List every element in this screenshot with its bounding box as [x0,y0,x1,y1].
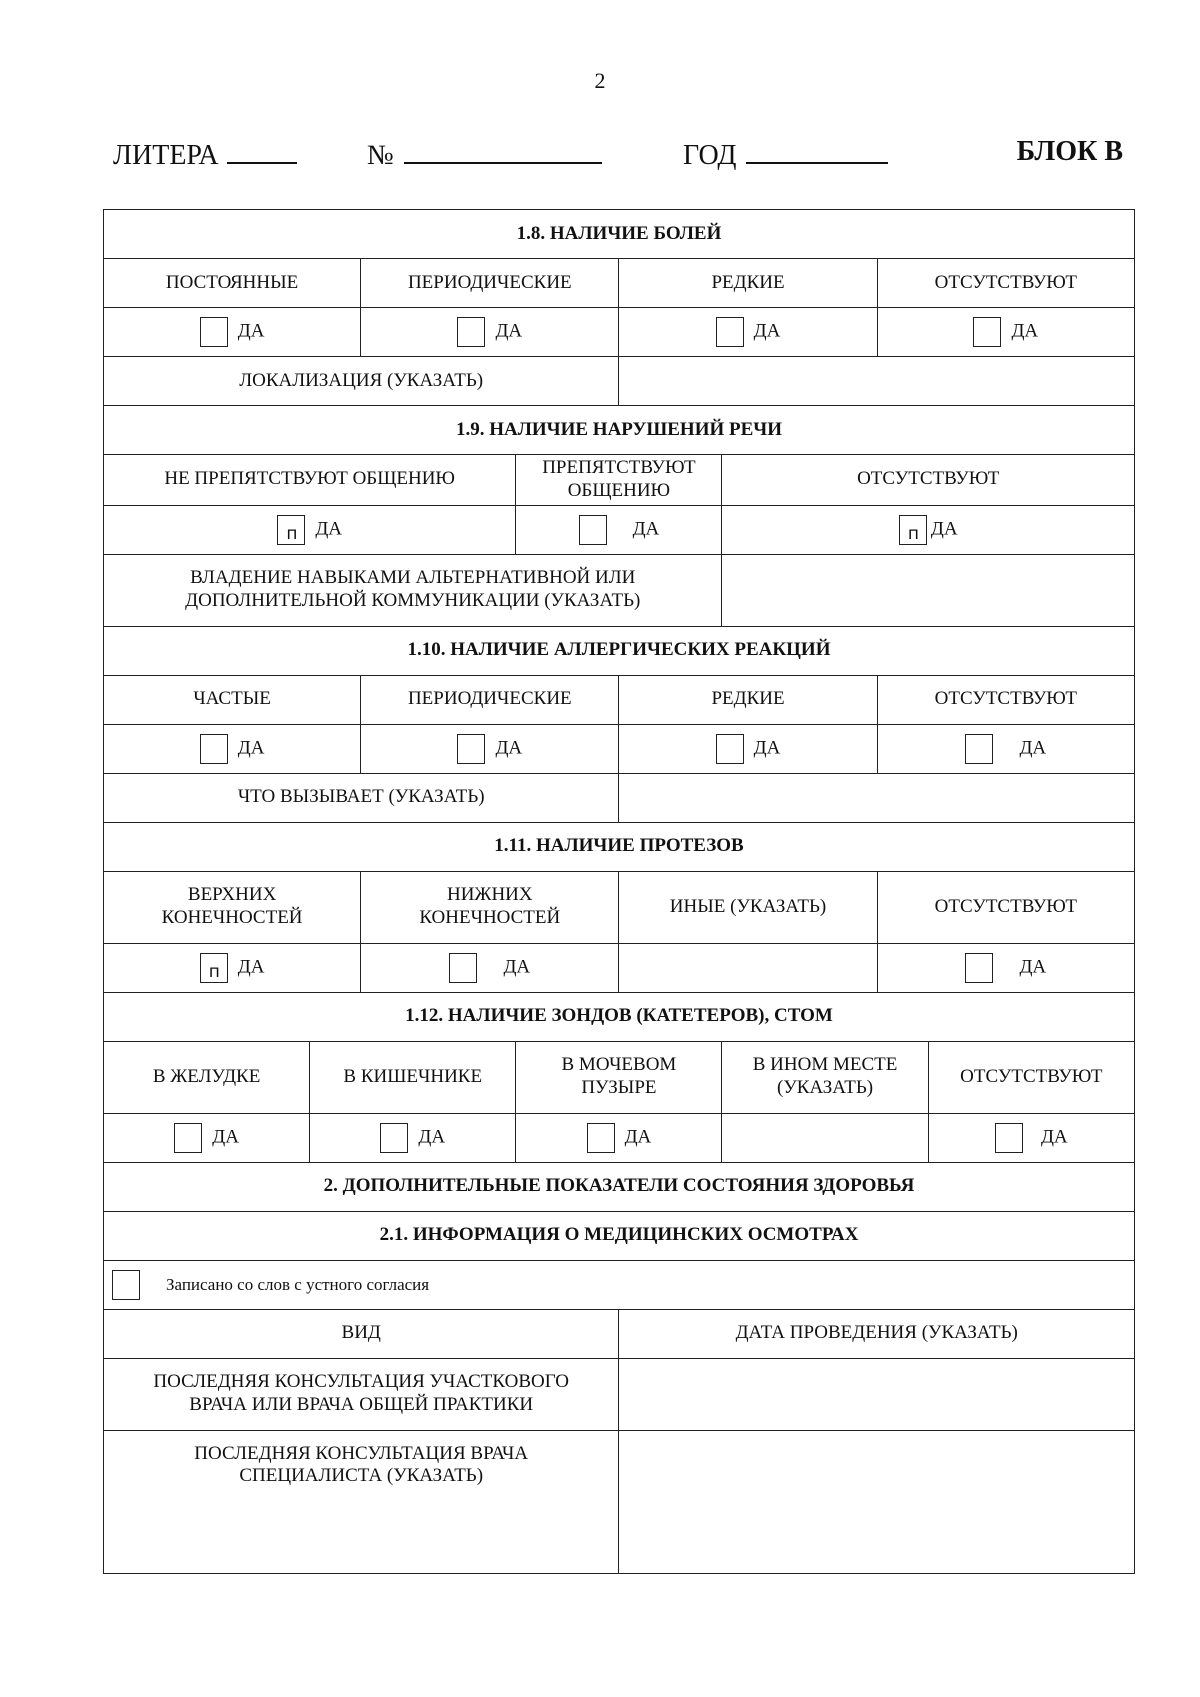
section-title-1-12: 1.12. НАЛИЧИЕ ЗОНДОВ (КАТЕТЕРОВ), СТОМ [104,992,1135,1041]
speech-not-hinder-checkbox[interactable] [277,515,305,545]
form-header [113,136,1123,176]
section-title-1-11: 1.11. НАЛИЧИЕ ПРОТЕЗОВ [104,822,1135,871]
probe-stomach-cell [104,1113,310,1162]
section-title-2-1: 2.1. ИНФОРМАЦИЯ О МЕДИЦИНСКИХ ОСМОТРАХ [104,1211,1135,1260]
yes-label: ДА [1011,320,1039,342]
section-title-2: 2. ДОПОЛНИТЕЛЬНЫЕ ПОКАЗАТЕЛИ СОСТОЯНИЯ ЗДОРОВЬЯ [104,1162,1135,1211]
pain-periodic-cell [361,308,619,357]
col-lower-limbs-line-2: КОНЕЧНОСТЕЙ [419,907,561,929]
yes-label: ДА [624,1126,652,1148]
year-blank[interactable] [746,136,888,164]
yes-label: ДА [237,320,265,342]
col-other-place-line-1: В ИНОМ МЕСТЕ [752,1054,898,1076]
yes-label: ДА [315,518,342,540]
col-intestine: В КИШЕЧНИКЕ [310,1041,516,1113]
yes-label: ДА [418,1126,446,1148]
col-upper-limbs-line-2: КОНЕЧНОСТЕЙ [161,907,303,929]
probe-intestine-cell [310,1113,516,1162]
checkbox-mark: п [286,523,298,544]
col-type: ВИД [104,1309,619,1358]
col-rare: РЕДКИЕ [619,675,877,724]
col-absent: ОТСУТСТВУЮТ [877,871,1134,943]
prosthesis-absent-checkbox[interactable] [965,953,993,983]
col-other-specify: ИНЫЕ (УКАЗАТЬ) [619,871,877,943]
allergy-cause-input[interactable] [619,773,1135,822]
allergy-rare-checkbox[interactable] [716,734,744,764]
yes-label: ДА [753,320,781,342]
prosthesis-upper-cell [104,943,361,992]
oral-consent-checkbox[interactable] [112,1270,140,1300]
yes-label: ДА [1019,956,1047,978]
col-rare: РЕДКИЕ [619,259,877,308]
allergy-periodic-cell [361,724,619,773]
yes-label: ДА [753,737,781,759]
yes-label: ДА [503,956,531,978]
pain-localization-label: ЛОКАЛИЗАЦИЯ (УКАЗАТЬ) [104,357,619,406]
allergy-rare-cell [619,724,877,773]
yes-label: ДА [632,518,660,540]
yes-label: ДА [1019,737,1047,759]
yes-label: ДА [495,737,523,759]
col-periodic: ПЕРИОДИЧЕСКИЕ [361,259,619,308]
prosthesis-absent-cell [877,943,1134,992]
yes-label: ДА [1040,1126,1068,1148]
probe-bladder-cell [516,1113,722,1162]
speech-absent-cell [722,505,1135,554]
col-frequent: ЧАСТЫЕ [104,675,361,724]
col-absent: ОТСУТСТВУЮТ [877,259,1134,308]
section-title-1-8: 1.8. НАЛИЧИЕ БОЛЕЙ [104,210,1135,259]
pain-rare-checkbox[interactable] [716,317,744,347]
allergy-periodic-checkbox[interactable] [457,734,485,764]
col-absent: ОТСУТСТВУЮТ [722,455,1135,506]
col-date: ДАТА ПРОВЕДЕНИЯ (УКАЗАТЬ) [619,1309,1135,1358]
checkbox-mark: п [208,961,220,982]
col-stomach: В ЖЕЛУДКЕ [104,1041,310,1113]
gp-consultation-line-1: ПОСЛЕДНЯЯ КОНСУЛЬТАЦИЯ УЧАСТКОВОГО [153,1371,569,1393]
probe-absent-cell [928,1113,1134,1162]
year-field[interactable] [683,136,888,172]
pain-absent-checkbox[interactable] [973,317,1001,347]
prosthesis-lower-checkbox[interactable] [449,953,477,983]
alt-communication-input[interactable] [722,554,1135,626]
specialist-consultation-label [104,1430,619,1573]
col-hinder: ПРЕПЯТСТВУЮТ ОБЩЕНИЮ [516,455,722,506]
alt-communication-line-1: ВЛАДЕНИЕ НАВЫКАМИ АЛЬТЕРНАТИВНОЙ ИЛИ [190,567,636,589]
col-upper-limbs-line-1: ВЕРХНИХ [187,884,277,906]
gp-consultation-label [104,1358,619,1430]
col-periodic: ПЕРИОДИЧЕСКИЕ [361,675,619,724]
col-not-hinder: НЕ ПРЕПЯТСТВУЮТ ОБЩЕНИЮ [104,455,516,506]
allergy-frequent-cell [104,724,361,773]
probe-intestine-checkbox[interactable] [380,1123,408,1153]
page-number: 2 [594,68,606,93]
specialist-consultation-line-1: ПОСЛЕДНЯЯ КОНСУЛЬТАЦИЯ ВРАЧА [194,1442,529,1464]
yes-label: ДА [212,1126,239,1148]
year-label: ГОД [683,140,737,171]
col-upper-limbs [104,871,361,943]
speech-hinder-cell [516,505,722,554]
health-form-table [103,209,1135,1574]
alt-communication-label [104,554,722,626]
prosthesis-upper-checkbox[interactable] [200,953,228,983]
litera-label: ЛИТЕРА [113,140,219,171]
pain-periodic-checkbox[interactable] [457,317,485,347]
oral-consent-row [104,1260,1135,1309]
number-blank[interactable] [404,136,602,164]
pain-absent-cell [877,308,1134,357]
col-bladder-line-1: В МОЧЕВОМ [561,1054,677,1076]
section-title-1-10: 1.10. НАЛИЧИЕ АЛЛЕРГИЧЕСКИХ РЕАКЦИЙ [104,626,1135,675]
yes-label: ДА [930,518,958,540]
probe-stomach-checkbox[interactable] [174,1123,202,1153]
col-lower-limbs-line-1: НИЖНИХ [446,884,533,906]
col-absent: ОТСУТСТВУЮТ [877,675,1134,724]
yes-label: ДА [237,956,265,978]
allergy-cause-label: ЧТО ВЫЗЫВАЕТ (УКАЗАТЬ) [104,773,619,822]
col-bladder [516,1041,722,1113]
col-lower-limbs [361,871,619,943]
checkbox-mark: п [907,523,920,544]
probe-bladder-checkbox[interactable] [587,1123,615,1153]
speech-not-hinder-cell [104,505,516,554]
col-absent: ОТСУТСТВУЮТ [928,1041,1134,1113]
pain-localization-input[interactable] [619,357,1135,406]
litera-field[interactable] [113,136,297,172]
prosthesis-lower-cell [361,943,619,992]
col-constant: ПОСТОЯННЫЕ [104,259,361,308]
gp-consultation-line-2: ВРАЧА ИЛИ ВРАЧА ОБЩЕЙ ПРАКТИКИ [189,1394,534,1416]
col-bladder-line-2: ПУЗЫРЕ [581,1077,657,1099]
allergy-absent-cell [877,724,1134,773]
oral-consent-note: Записано со слов с устного согласия [166,1274,430,1294]
probe-absent-checkbox[interactable] [995,1123,1023,1153]
col-other-place [722,1041,928,1113]
alt-communication-line-2: ДОПОЛНИТЕЛЬНОЙ КОММУНИКАЦИИ (УКАЗАТЬ) [185,590,641,612]
speech-absent-checkbox[interactable] [899,515,927,545]
number-field[interactable] [367,136,602,172]
allergy-absent-checkbox[interactable] [965,734,993,764]
allergy-frequent-checkbox[interactable] [200,734,228,764]
yes-label: ДА [237,737,265,759]
probe-other-input[interactable] [722,1113,928,1162]
speech-hinder-checkbox[interactable] [579,515,607,545]
number-label: № [367,140,394,171]
gp-consultation-date-input[interactable] [619,1358,1135,1430]
pain-constant-cell [104,308,361,357]
pain-constant-checkbox[interactable] [200,317,228,347]
specialist-consultation-line-2: СПЕЦИАЛИСТА (УКАЗАТЬ) [239,1465,484,1487]
yes-label: ДА [495,320,523,342]
litera-blank[interactable] [227,136,297,164]
col-other-place-line-2: (УКАЗАТЬ) [777,1077,874,1099]
block-label: БЛОК В [1016,136,1123,167]
section-title-1-9: 1.9. НАЛИЧИЕ НАРУШЕНИЙ РЕЧИ [104,406,1135,455]
pain-rare-cell [619,308,877,357]
specialist-consultation-date-input[interactable] [619,1430,1135,1573]
prosthesis-other-input[interactable] [619,943,877,992]
